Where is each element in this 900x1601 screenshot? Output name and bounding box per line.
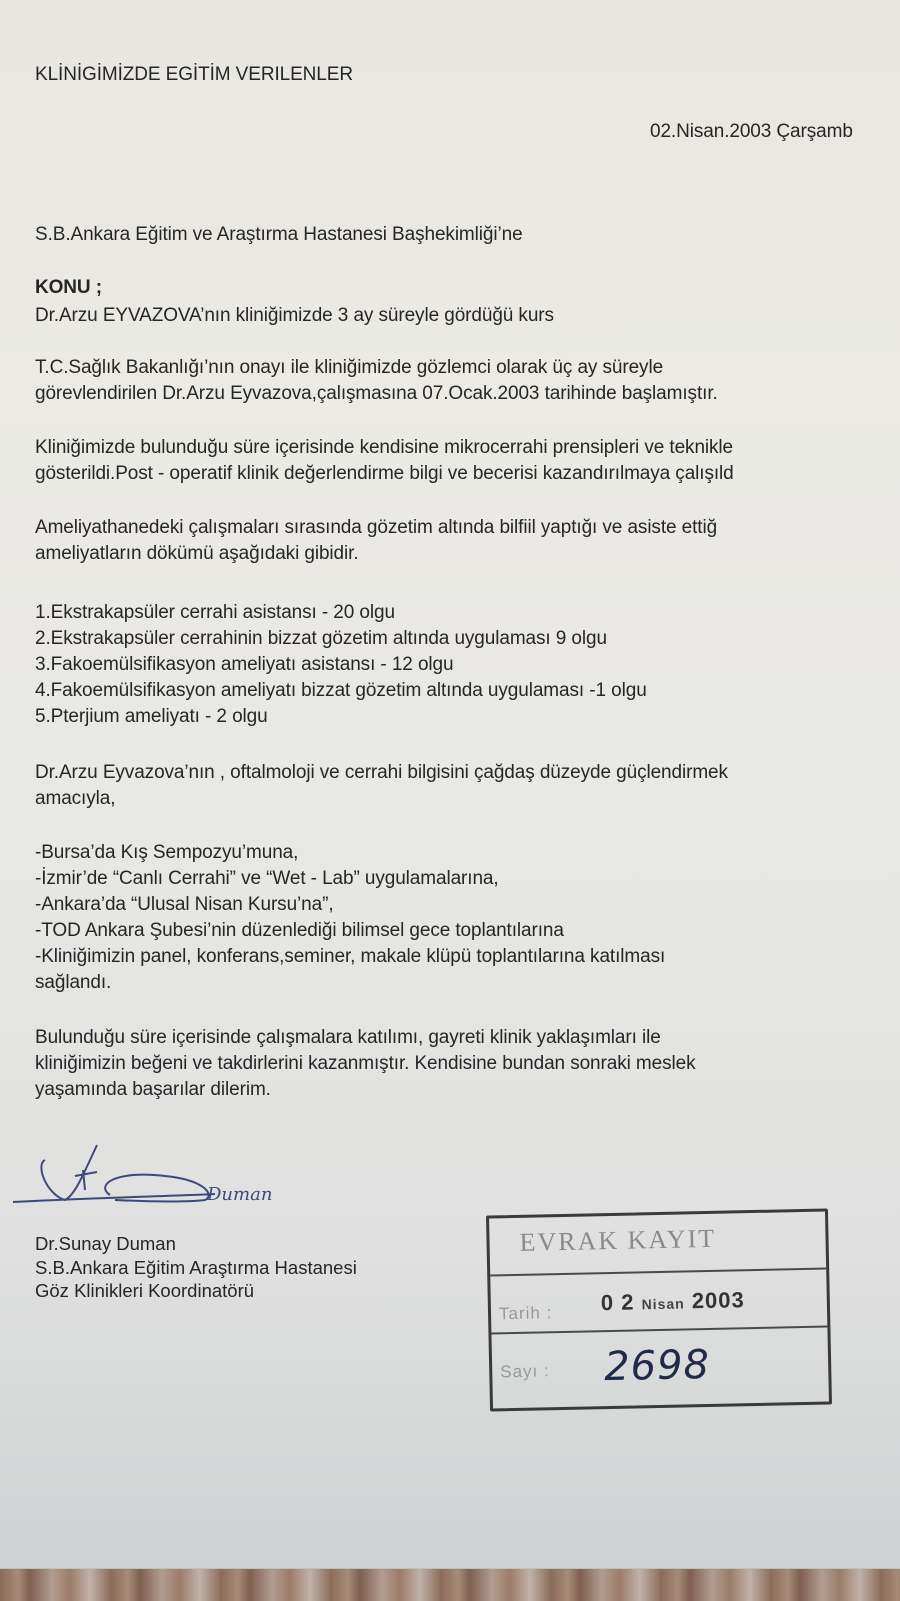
activity-item: -TOD Ankara Şubesi’nin düzenlediği bilimsel gece toplantılarına (35, 920, 564, 941)
registry-stamp (486, 1208, 832, 1411)
signatory-institution: S.B.Ankara Eğitim Araştırma Hastanesi (35, 1256, 357, 1278)
svg-text:Duman: Duman (207, 1184, 273, 1205)
signatory-name: Dr.Sunay Duman (35, 1233, 176, 1254)
handwritten-signature (5, 1140, 305, 1220)
paragraph-1-line-2: görevlendirilen Dr.Arzu Eyvazova,çalışmasına 07.Ocak.2003 tarihinde başlamıştır. (35, 383, 718, 404)
procedure-item: 4.Fakoemülsifikasyon ameliyatı bizzat gözetim altında uygulaması -1 olgu (35, 680, 647, 701)
paragraph-1-line-1: T.C.Sağlık Bakanlığı’nın onayı ile kliniğimizde gözlemci olarak üç ay süreyle (35, 357, 664, 378)
recipient: S.B.Ankara Eğitim ve Araştırma Hastanesi Başhekimliği’ne (35, 224, 523, 245)
activity-item: -Ankara’da “Ulusal Nisan Kursu’na”, (35, 894, 334, 915)
closing-line-2: kliniğimizin beğeni ve takdirlerini kazanmıştır. Kendisine bundan sonraki meslek (35, 1053, 696, 1074)
subject-label: KONU ; (35, 277, 102, 298)
paragraph-3-line-1: Ameliyathanedeki çalışmaları sırasında gözetim altında bilfiil yaptığı ve asiste ettiğ (35, 517, 718, 538)
activity-item: -Kliniğimizin panel, konferans,seminer, makale klüpü toplantılarına katılması (35, 946, 666, 967)
paragraph-3-line-2: ameliyatların dökümü aşağıdaki gibidir. (35, 543, 359, 564)
paragraph-2-line-1: Kliniğimizde bulunduğu süre içerisinde kendisine mikrocerrahi prensipleri ve teknikle (35, 437, 734, 458)
stamp-date: 0 2 Nisan 2003 (600, 1287, 745, 1316)
closing-line-1: Bulunduğu süre içerisinde çalışmalara katılımı, gayreti klinik yaklaşımları ile (35, 1027, 661, 1048)
paragraph-4-line-1: Dr.Arzu Eyvazova’nın , oftalmoloji ve cerrahi bilgisini çağdaş düzeyde güçlendirmek (35, 762, 728, 783)
document-title: KLİNİGİMİZDE EGİTİM VERILENLER (35, 64, 353, 85)
signatory-role: Göz Klinikleri Koordinatörü (35, 1280, 255, 1301)
stamp-date-label: Tarih : (498, 1303, 553, 1324)
paragraph-2-line-2: gösterildi.Post - operatif klinik değerlendirme bilgi ve becerisi kazandırılmaya çalışıld (35, 463, 734, 484)
stamp-number: 2698 (603, 1341, 711, 1391)
stamp-number-label: Sayı : (500, 1361, 550, 1382)
procedure-item: 2.Ekstrakapsüler cerrahinin bizzat gözetim altında uygulaması 9 olgu (35, 628, 607, 649)
paragraph-4-line-2: amacıyla, (35, 788, 116, 809)
activity-item: -Bursa’da Kış Sempozyu’muna, (35, 842, 299, 863)
signatory-block (35, 1232, 357, 1303)
wooden-surface (0, 1568, 900, 1601)
procedure-item: 3.Fakoemülsifikasyon ameliyatı asistansı - 12 olgu (35, 654, 454, 675)
activity-item: -İzmir’de “Canlı Cerrahi” ve “Wet - Lab” uygulamalarına, (35, 868, 499, 889)
closing-line-3: yaşamında başarılar dilerim. (35, 1079, 271, 1100)
procedure-item: 5.Pterjium ameliyatı - 2 olgu (35, 706, 268, 727)
stamp-header: EVRAK KAYIT (519, 1223, 717, 1257)
procedure-item: 1.Ekstrakapsüler cerrahi asistansı - 20 olgu (35, 602, 395, 623)
document-date: 02.Nisan.2003 Çarşamb (650, 121, 853, 142)
activity-item: sağlandı. (35, 972, 112, 993)
subject: Dr.Arzu EYVAZOVA’nın kliniğimizde 3 ay süreyle gördüğü kurs (35, 305, 554, 326)
